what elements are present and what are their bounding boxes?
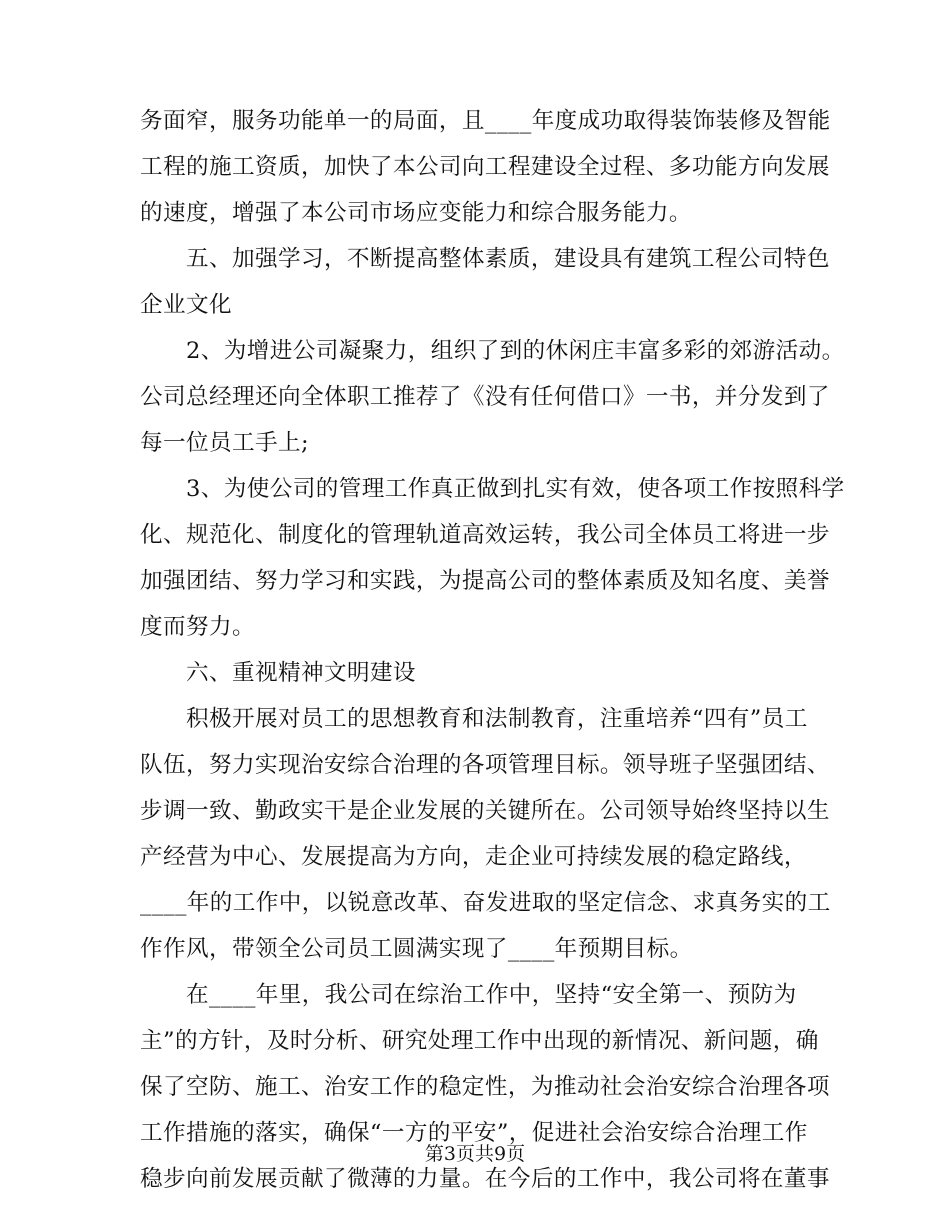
text-line: 作作风，带领全公司员工圆满实现了____年预期目标。: [140, 936, 693, 962]
text-line: 工程的施工资质，加快了本公司向工程建设全过程、多功能方向发展: [140, 154, 830, 180]
body-text: [140, 98, 845, 1202]
text-line: 积极开展对员工的思想教育和法制教育，注重培养“四有”员工: [140, 706, 808, 732]
text-line: ____年的工作中，以锐意改革、奋发进取的坚定信念、求真务实的工: [140, 890, 831, 916]
text-line: 在____年里，我公司在综治工作中，坚持“安全第一、预防为: [140, 982, 797, 1008]
text-line: 化、规范化、制度化的管理轨道高效运转，我公司全体员工将进一步: [140, 522, 830, 548]
section-heading: 五、加强学习，不断提高整体素质，建设具有建筑工程公司特色: [140, 246, 830, 272]
text-line: 2、为增进公司凝聚力，组织了到的休闲庄丰富多彩的郊游活动。: [140, 338, 845, 364]
section-heading: 企业文化: [140, 292, 232, 318]
text-line: 度而努力。: [140, 614, 255, 640]
text-line: 稳步向前发展贡献了微薄的力量。在今后的工作中，我公司将在董事: [140, 1166, 830, 1192]
section-heading: 六、重视精神文明建设: [140, 660, 416, 686]
text-line: 每一位员工手上;: [140, 430, 309, 456]
text-line: 工作措施的落实，确保“一方的平安”，促进社会治安综合治理工作: [140, 1120, 808, 1146]
text-line: 加强团结、努力学习和实践，为提高公司的整体素质及知名度、美誉: [140, 568, 830, 594]
page-number-footer: 第3页共9页: [424, 1143, 526, 1165]
text-line: 步调一致、勤政实干是企业发展的关键所在。公司领导始终坚持以生: [140, 798, 830, 824]
text-line: 务面窄，服务功能单一的局面，且____年度成功取得装饰装修及智能: [140, 108, 831, 134]
text-line: 3、为使公司的管理工作真正做到扎实有效，使各项工作按照科学: [140, 476, 845, 502]
text-line: 公司总经理还向全体职工推荐了《没有任何借口》一书，并分发到了: [140, 384, 830, 410]
text-line: 队伍，努力实现治安综合治理的各项管理目标。领导班子坚强团结、: [140, 752, 830, 778]
text-line: 保了空防、施工、治安工作的稳定性，为推动社会治安综合治理各项: [140, 1074, 830, 1100]
text-line: 的速度，增强了本公司市场应变能力和综合服务能力。: [140, 200, 692, 226]
text-line: 主”的方针，及时分析、研究处理工作中出现的新情况、新问题，确: [140, 1028, 819, 1054]
text-line: 产经营为中心、发展提高为方向，走企业可持续发展的稳定路线，: [140, 844, 807, 870]
